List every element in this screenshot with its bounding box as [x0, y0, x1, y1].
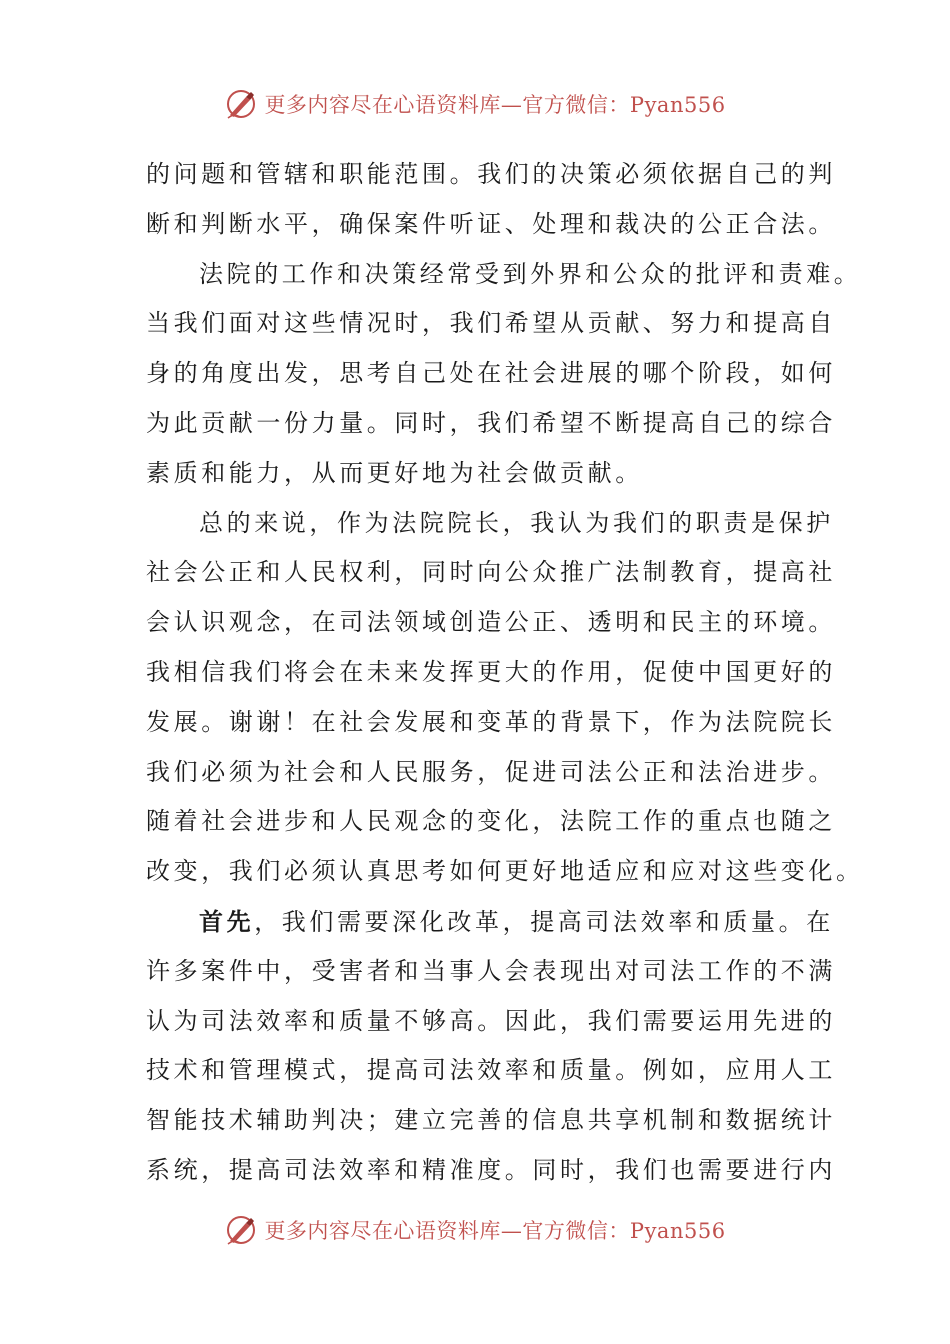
- text-line: 素质和能力，从而更好地为社会做贡献。: [146, 458, 643, 487]
- header-banner: [0, 84, 950, 124]
- text-line: 发展。谢谢！在社会发展和变革的背景下，作为法院院长: [146, 707, 836, 736]
- text-line: 技术和管理模式，提高司法效率和质量。例如，应用人工: [146, 1056, 836, 1085]
- document-body: [146, 150, 864, 1196]
- text-line: 身的角度出发，思考自己处在社会进展的哪个阶段，如何: [146, 359, 836, 388]
- text-line: 断和判断水平，确保案件听证、处理和裁决的公正合法。: [146, 209, 836, 238]
- paragraph-start-line: [146, 897, 834, 947]
- text-line-rest: ，我们需要深化改革，提高司法效率和质量。在: [254, 907, 834, 936]
- header-banner-text: 更多内容尽在心语资料库—官方微信：Pyan556: [264, 93, 726, 117]
- text-line: 社会公正和人民权利，同时向公众推广法制教育，提高社: [146, 558, 836, 587]
- text-line: 许多案件中，受害者和当事人会表现出对司法工作的不满: [146, 956, 836, 985]
- footer-banner: [0, 1210, 950, 1250]
- footer-banner-text: 更多内容尽在心语资料库—官方微信：Pyan556: [264, 1219, 726, 1243]
- text-line: 认为司法效率和质量不够高。因此，我们需要运用先进的: [146, 1006, 836, 1035]
- text-line: 的问题和管辖和职能范围。我们的决策必须依据自己的判: [146, 160, 836, 188]
- text-line: 会认识观念，在司法领域创造公正、透明和民主的环境。: [146, 608, 836, 637]
- text-line: 我们必须为社会和人民服务，促进司法公正和法治进步。: [146, 757, 836, 786]
- text-line: 改变，我们必须认真思考如何更好地适应和应对这些变化。: [146, 857, 864, 886]
- text-line: 当我们面对这些情况时，我们希望从贡献、努力和提高自: [146, 309, 836, 338]
- pen-circle-icon: [224, 87, 258, 121]
- bold-lead-text: 首先: [199, 906, 255, 936]
- text-line: 系统，提高司法效率和精准度。同时，我们也需要进行内: [146, 1155, 836, 1184]
- text-line: 随着社会进步和人民观念的变化，法院工作的重点也随之: [146, 807, 836, 836]
- text-line: 我相信我们将会在未来发挥更大的作用，促使中国更好的: [146, 657, 836, 686]
- paragraph-start-line: 总的来说，作为法院院长，我认为我们的职责是保护: [199, 508, 834, 537]
- paragraph-start-line: 法院的工作和决策经常受到外界和公众的批评和责难。: [199, 259, 862, 288]
- text-line: 智能技术辅助判决；建立完善的信息共享机制和数据统计: [146, 1106, 836, 1135]
- text-line: 为此贡献一份力量。同时，我们希望不断提高自己的综合: [146, 408, 836, 437]
- pen-circle-icon: [224, 1213, 258, 1247]
